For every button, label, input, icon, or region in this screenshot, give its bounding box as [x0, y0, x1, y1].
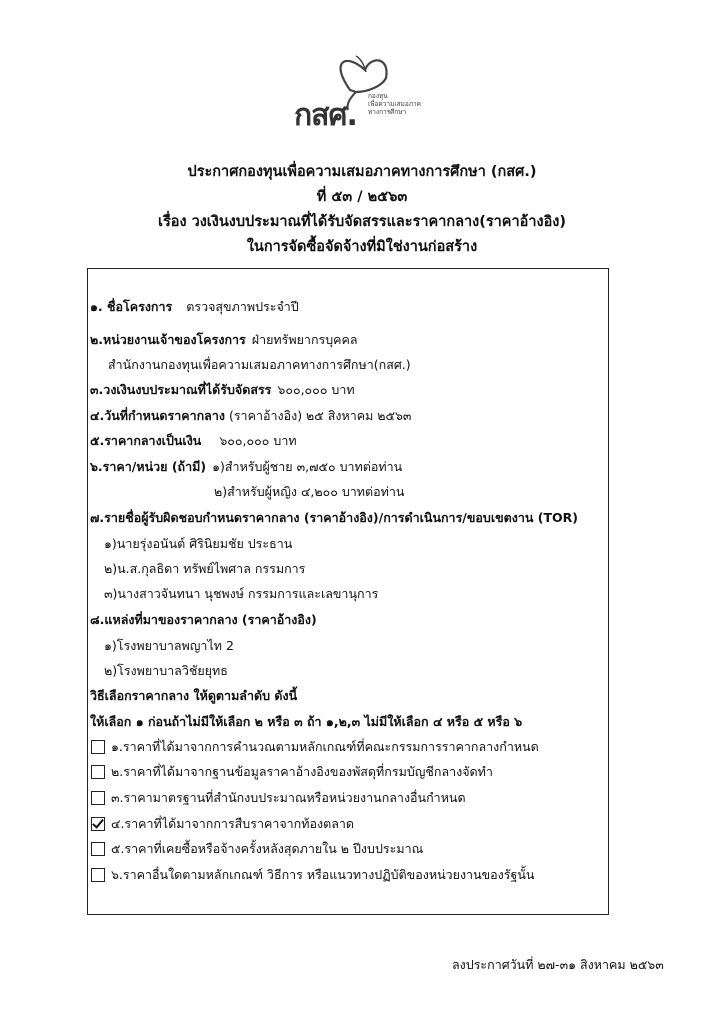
organization-logo — [290, 52, 490, 132]
median-label: ๕.ราคากลางเป็นเงิน — [90, 433, 202, 448]
checked-checkbox-icon[interactable] — [91, 817, 105, 831]
date-row — [90, 406, 411, 426]
option-label: ๖.ราคาอื่นใดตามหลักเกณฑ์ วิธีการ หรือแนวทางปฏิบัติของหน่วยงานของรัฐนั้น — [111, 867, 535, 882]
committee-member: ๓)นางสาวจันทนา นุชพงษ์ กรรมการและเลขานุการ — [104, 586, 379, 601]
method-instruction-text: ให้เลือก ๑ ก่อนถ้าไม่มีให้เลือก ๒ หรือ ๓ ถ้า ๑,๒,๓ ไม่มีให้เลือก ๔ หรือ ๕ หรือ ๖ — [90, 714, 523, 729]
unit-label: ๖.ราคา/หน่วย (ถ้ามี) — [90, 459, 207, 474]
checkbox-icon[interactable] — [91, 868, 105, 882]
owner-label: ๒.หน่วยงานเจ้าของโครงการ — [90, 332, 246, 347]
unit-row — [90, 457, 402, 477]
owner-row — [90, 330, 358, 350]
option-label: ๒.ราคาที่ได้มาจากฐานข้อมูลราคาอ้างอิงของพัสดุที่กรมบัญชีกลางจัดทำ — [111, 764, 493, 779]
project-label: ๑. ชื่อโครงการ — [90, 299, 173, 314]
option-row[interactable] — [91, 762, 493, 782]
checkbox-icon[interactable] — [91, 740, 105, 754]
median-row — [90, 431, 297, 451]
option-row[interactable] — [91, 737, 539, 757]
owner-org: สำนักงานกองทุนเพื่อความเสมอภาคทางการศึกษา(กสศ.) — [108, 357, 411, 372]
budget-label: ๓.วงเงินงบประมาณที่ได้รับจัดสรร — [90, 382, 272, 397]
option-row[interactable] — [91, 865, 534, 885]
committee-label — [90, 508, 578, 528]
budget-value: ๖๐๐,๐๐๐ บาท — [277, 382, 355, 397]
checkbox-icon[interactable] — [91, 791, 105, 805]
option-row[interactable] — [91, 814, 354, 834]
committee-member: ๒)น.ส.กุลธิดา ทรัพย์ไพศาล กรรมการ — [104, 561, 306, 576]
method-title-text: วิธีเลือกราคากลาง ให้ดูตามลำดับ ดังนี้ — [90, 688, 298, 703]
method-title — [90, 686, 297, 706]
option-label: ๕.ราคาที่เคยซื้อหรือจ้างครั้งหลังสุดภายใน ๒ ปีงบประมาณ — [111, 841, 424, 856]
checkbox-icon[interactable] — [91, 842, 105, 856]
committee-label-text: ๗.รายชื่อผู้รับผิดชอบกำหนดราคากลาง (ราคาอ้างอิง)/การดำเนินการ/ขอบเขตงาน (TOR) — [90, 510, 579, 525]
logo-wordmark: กสศ. — [294, 98, 357, 133]
option-row[interactable] — [91, 839, 423, 859]
logo-sub-line: เพื่อความเสมอภาค — [368, 100, 422, 108]
source-label-text: ๘.แหล่งที่มาของราคากลาง (ราคาอ้างอิง) — [90, 612, 317, 627]
date-value: (ราคาอ้างอิง) ๒๕ สิงหาคม ๒๕๖๓ — [228, 408, 412, 423]
logo-sub-line: ทางการศึกษา — [368, 108, 407, 116]
announcement-number: ที่ ๕๓ / ๒๕๖๓ — [316, 189, 408, 205]
method-instruction — [90, 712, 522, 732]
source-label — [90, 610, 317, 630]
median-value: ๖๐๐,๐๐๐ บาท — [219, 433, 297, 448]
logo-sub-line: กองทุน — [368, 92, 388, 100]
unit-male: ๑)สำหรับผู้ชาย ๓,๗๕๐ บาทต่อท่าน — [212, 459, 403, 474]
owner-value: ฝ่ายทรัพยากรบุคคล — [251, 332, 358, 347]
option-label: ๑.ราคาที่ได้มาจากการคำนวณตามหลักเกณฑ์ที่คณะกรรมการราคากลางกำหนด — [111, 739, 539, 754]
option-row[interactable] — [91, 788, 466, 808]
publish-date: ลงประกาศวันที่ ๒๗-๓๑ สิงหาคม ๒๕๖๓ — [452, 957, 664, 972]
announcement-subject-continued: ในการจัดซื้อจัดจ้างที่มิใช่งานก่อสร้าง — [246, 239, 478, 255]
project-value: ตรวจสุขภาพประจำปี — [186, 299, 299, 314]
source-item: ๑)โรงพยาบาลพญาไท 2 — [104, 638, 234, 653]
announcement-header — [0, 160, 724, 260]
budget-row — [90, 380, 355, 400]
project-row — [90, 297, 299, 317]
source-item: ๒)โรงพยาบาลวิชัยยุทธ — [104, 663, 228, 678]
details-box — [87, 268, 609, 915]
committee-member: ๑)นายรุ่งอนันต์ ศิรินิยมชัย ประธาน — [104, 536, 293, 551]
announcement-title: ประกาศกองทุนเพื่อความเสมอภาคทางการศึกษา (กสศ.) — [187, 164, 537, 180]
option-label: ๓.ราคามาตรฐานที่สำนักงบประมาณหรือหน่วยงานกลางอื่นกำหนด — [111, 790, 466, 805]
unit-female: ๒)สำหรับผู้หญิง ๔,๒๐๐ บาทต่อท่าน — [214, 484, 405, 499]
logo-subtitle — [368, 92, 421, 116]
announcement-subject: เรื่อง วงเงินงบประมาณที่ได้รับจัดสรรและราคากลาง(ราคาอ้างอิง) — [158, 214, 566, 230]
date-label: ๔.วันที่กำหนดราคากลาง — [90, 408, 225, 423]
option-label: ๔.ราคาที่ได้มาจากการสืบราคาจากท้องตลาด — [111, 816, 355, 831]
checkbox-icon[interactable] — [91, 765, 105, 779]
